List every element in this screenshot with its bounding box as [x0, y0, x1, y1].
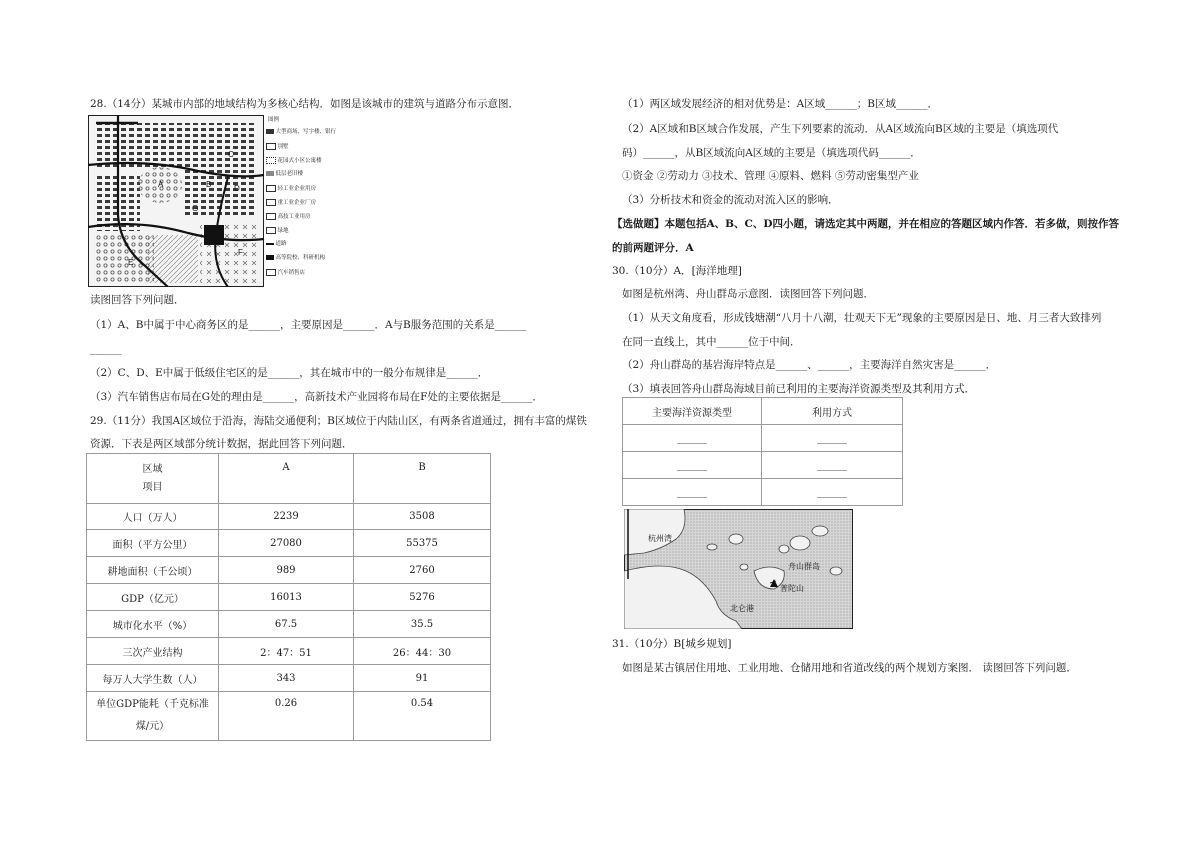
legend-item: 别墅	[266, 143, 289, 151]
q29-s2: （2）A区域和B区域合作发展，产生下列要素的流动．从A区域流向B区域的主要是（填选项代	[622, 123, 1059, 135]
q30-s1-cont: 在同一直线上，其中______位于中间．	[622, 336, 801, 348]
table-header-cell: 利用方式	[762, 398, 903, 425]
q30-title: 30.（10分）A．[海洋地理]	[612, 265, 742, 277]
map-label-d: D	[234, 184, 240, 193]
legend-item: 轻工业企业用房	[266, 185, 316, 193]
map-label-hangzhou-bay: 杭州湾	[648, 534, 672, 543]
q30-s1: （1）从天文角度看，形成钱塘潮“八月十八潮，壮观天下无”现象的主要原因是日、地、月三者大致排列	[622, 312, 1102, 324]
q31-title: 31.（10分）B[城乡规划]	[612, 638, 732, 650]
legend-item: 汽车销售店	[266, 269, 305, 277]
map-label-a: A	[158, 180, 164, 189]
legend-item: 道路	[266, 241, 287, 248]
table-row: 耕地面积（千公顷） 989 2760	[87, 557, 491, 584]
table-row: ______ ______	[623, 425, 903, 452]
q28-read: 读图回答下列问题．	[90, 294, 185, 306]
zhoushan-map	[624, 509, 853, 629]
map-label-zhoushan: 舟山群岛	[788, 562, 820, 571]
table-row: ______ ______	[623, 452, 903, 479]
q30-s3: （3）填表回答舟山群岛海域目前已利用的主要海洋资源类型及其利用方式．	[622, 383, 976, 395]
elective-note: 【选做题】本题包括A、B、C、D四小题，请选定其中两题，并在相应的答题区域内作答．若多做，则按作答	[612, 218, 1119, 230]
table-header-cell: B	[354, 454, 491, 504]
legend-item: 高等院校、科研机构	[266, 255, 325, 262]
q29-intro: 29.（11分）我国A区域位于沿海，海陆交通便利；B区域位于内陆山区，有两条省道通过，拥有丰富的煤铁	[90, 415, 587, 427]
table-row: 单位GDP能耗（千克标准 煤/元） 0.26 0.54	[87, 692, 491, 741]
map-label-g: G	[192, 204, 199, 213]
table-row: ______ ______	[623, 479, 903, 506]
table-header-cell: 主要海洋资源类型	[623, 398, 762, 425]
table-row: 三次产业结构 2：47：51 26：44：30	[87, 638, 491, 665]
table-header-cell: A	[219, 454, 354, 504]
table-row: 人口（万人） 2239 3508	[87, 504, 491, 530]
q29-s3: （3）分析技术和资金的流动对流入区的影响．	[622, 194, 839, 206]
q30-s2: （2）舟山群岛的基岩海岸特点是______、______，主要海洋自然灾害是______．	[622, 359, 997, 371]
q28-s1-cont: ______	[90, 343, 122, 355]
q29-s2-cont: 码）______，从B区域流向A区域的主要是（填选项代码______．	[622, 147, 921, 159]
elective-note-cont: 的前两题评分．A	[612, 242, 694, 254]
table-row: 城市化水平（%） 67.5 35.5	[87, 611, 491, 638]
map-label-beilun: 北仑港	[730, 604, 754, 613]
q28-s1: （1）A、B中属于中心商务区的是______，主要原因是______．A与B服务范围的关系是______	[90, 319, 527, 331]
legend-item: 绿地	[266, 227, 289, 235]
q28-s3: （3）汽车销售店布局在G处的理由是______，高新技术产业园将布局在F处的主要依据是______．	[90, 391, 543, 403]
legend-item: 低层老旧楼	[266, 171, 303, 178]
q29-options: ①资金 ②劳动力 ③技术、管理 ④原料、燃料 ⑤劳动密集型产业	[622, 170, 919, 182]
region-stats-table	[86, 453, 491, 741]
table-row: GDP（亿元） 16013 5276	[87, 584, 491, 611]
legend-item: 重工业企业厂房	[266, 199, 316, 207]
q28-intro: 28.（14分）某城市内部的地域结构为多核心结构．如图是该城市的建筑与道路分布示意图．	[90, 98, 520, 110]
map-label-putuo: 普陀山	[780, 584, 804, 593]
q30-intro: 如图是杭州湾、舟山群岛示意图．读图回答下列问题．	[622, 288, 874, 300]
marine-resource-table	[622, 397, 903, 506]
legend-item: 大型商场、写字楼、银行	[266, 129, 336, 136]
table-row: 面积（平方公里） 27080 55375	[87, 530, 491, 557]
legend-item: 花园式小区公寓楼	[266, 157, 322, 165]
legend-item: 高技工业用房	[266, 213, 311, 221]
legend-title: 图例	[268, 117, 280, 123]
q31-intro: 如图是某古镇居住用地、工业用地、仓储用地和省道改线的两个规划方案图． 读图回答下列问题．	[622, 662, 1077, 674]
table-row: 每万人大学生数（人） 343 91	[87, 665, 491, 692]
city-map-legend	[266, 117, 356, 287]
map-label-e: E	[128, 258, 134, 267]
q29-s1: （1）两区域发展经济的相对优势是：A区域______；B区域______．	[622, 98, 938, 110]
map-label-c: C	[228, 150, 234, 159]
map-label-b: B	[206, 180, 212, 189]
table-header-cell: 区域 项目	[87, 454, 219, 504]
city-structure-map	[88, 115, 290, 287]
q29-intro-cont: 资源．下表是两区域部分统计数据，据此回答下列问题．	[90, 438, 353, 450]
q28-s2: （2）C、D、E中属于低级住宅区的是______，其在城市中的一般分布规律是______．	[90, 367, 489, 379]
map-label-f: F	[238, 248, 243, 257]
